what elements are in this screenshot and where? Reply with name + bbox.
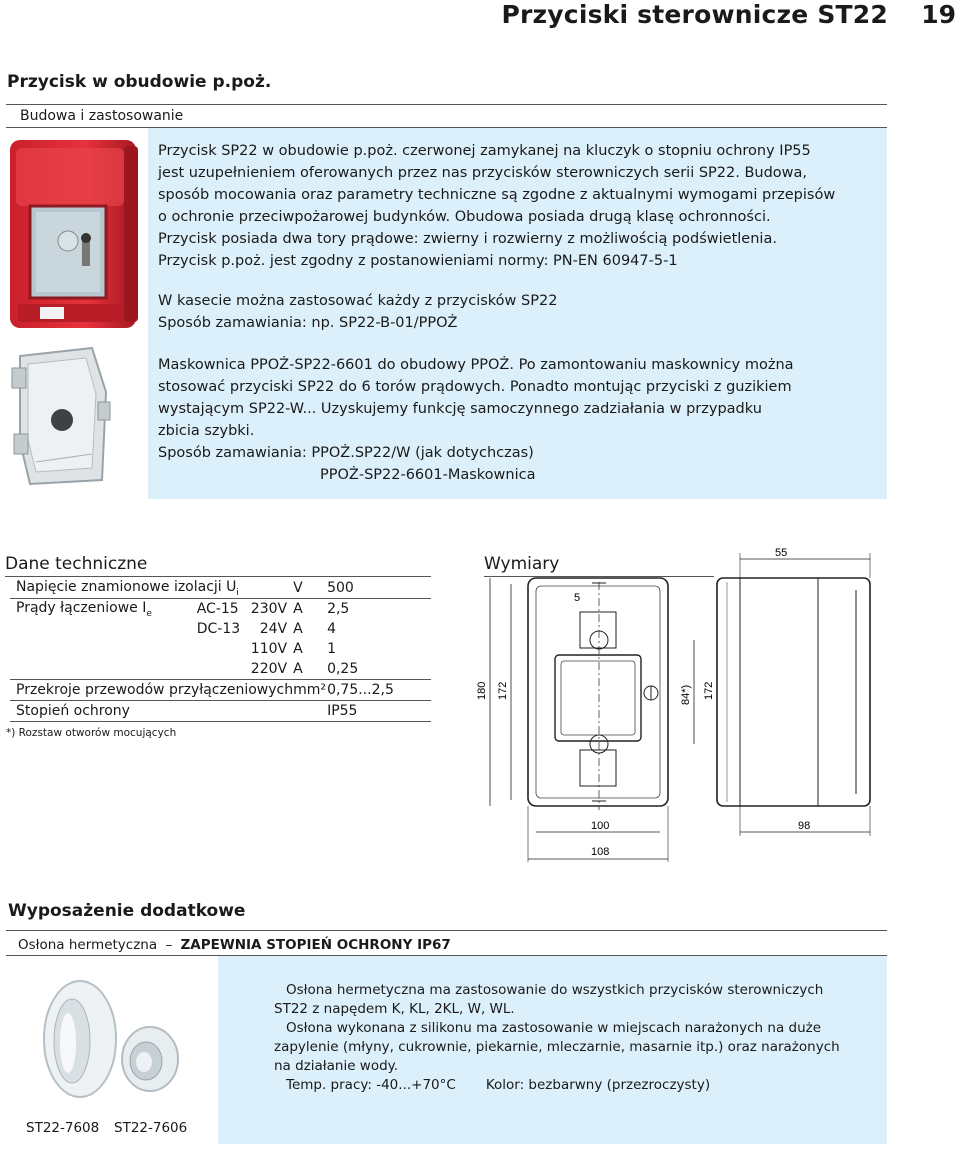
product-code: ST22-7606 — [114, 1120, 188, 1136]
text-line: W kasecie można zastosować każdy z przycisków SP22 — [158, 293, 558, 309]
text-line: Maskownica PPOŻ-SP22-6601 do obudowy PPOŻ. Po zamontowaniu maskownicy można — [158, 357, 794, 373]
section-title: Przycisk w obudowie p.poż. — [7, 72, 272, 92]
dim-label: 98 — [798, 820, 811, 832]
dim-label: 172 — [497, 681, 509, 700]
dim-label: 84*) — [680, 684, 692, 705]
text-line: jest uzupełnieniem oferowanych przez nas przycisków sterowniczych serii SP22. Budowa, — [158, 165, 808, 181]
row-voltage: 110V — [250, 641, 288, 657]
hermetic-cover-image — [20, 975, 210, 1105]
row-value: IP55 — [327, 701, 431, 722]
mask-plate-image — [6, 342, 146, 492]
text-line: zbicia szybki. — [158, 423, 255, 439]
tech-data-table — [10, 578, 431, 722]
text-line: Sposób zamawiania: PPOŻ.SP22/W (jak dotychczas) — [158, 445, 534, 461]
mask-paragraph — [158, 354, 794, 486]
text-line: stosować przyciski SP22 do 6 torów prądowych. Ponadto montując przyciski z guzikiem — [158, 379, 792, 395]
row-unit: A — [293, 601, 303, 617]
table-row — [10, 680, 431, 701]
text-line: na działanie wody. — [274, 1058, 399, 1074]
text-line: Osłona wykonana z silikonu ma zastosowanie w miejscach narażonych na duże — [286, 1020, 822, 1036]
row-voltage: 24V — [259, 621, 288, 637]
row-voltage: 230V — [250, 601, 288, 617]
dim-label: 5 — [574, 592, 581, 604]
row-category: AC-15 — [196, 601, 239, 617]
divider — [6, 930, 887, 931]
description-paragraph — [158, 140, 835, 272]
text-line: Sposób zamawiania: np. SP22-B-01/PPOŻ — [158, 315, 458, 331]
table-row — [10, 599, 431, 620]
dim-label: 55 — [775, 547, 788, 559]
dim-label: 172 — [703, 681, 715, 700]
section-subtitle: Budowa i zastosowanie — [20, 108, 184, 124]
text-line: o ochronie przeciwpożarowej budynków. Obudowa posiada drugą klasę ochronności. — [158, 209, 771, 225]
row-value: 0,75...2,5 — [327, 680, 431, 701]
tech-data-title: Dane techniczne — [5, 554, 148, 574]
dim-label: 108 — [591, 846, 610, 858]
row-unit: V — [293, 578, 327, 599]
text-line: Przycisk p.poż. jest zgodny z postanowieniami normy: PN-EN 60947-5-1 — [158, 253, 678, 269]
table-row — [10, 619, 431, 639]
row-value: 500 — [327, 578, 431, 599]
row-value: 2,5 — [327, 601, 350, 617]
table-row — [10, 639, 431, 659]
usage-paragraph — [158, 290, 557, 334]
text-line: zapylenie (młyny, cukrownie, piekarnie, mleczarnie, masarnie itp.) oraz narażonych — [274, 1039, 840, 1055]
fire-button-box-image — [6, 128, 146, 338]
text-line: ST22 z napędem K, KL, 2KL, W, WL. — [274, 1001, 515, 1017]
row-value: 0,25 — [327, 659, 431, 680]
divider — [6, 104, 887, 105]
dimensions-title: Wymiary — [484, 554, 560, 574]
text-line: PPOŻ-SP22-6601-Maskownica — [320, 467, 536, 483]
divider — [5, 576, 431, 577]
row-unit — [293, 701, 327, 722]
accessory-subtitle: Osłona hermetyczna – ZAPEWNIA STOPIEŃ OCHRONY IP67 — [18, 937, 451, 953]
text-line: sposób mocowania oraz parametry techniczne są zgodne z aktualnymi wymogami przepisów — [158, 187, 836, 203]
dimension-drawing — [460, 540, 960, 870]
text-line: wystającym SP22-W... Uzyskujemy funkcję samoczynnego zadziałania w przypadku — [158, 401, 762, 417]
table-row — [10, 659, 431, 680]
row-label: Napięcie znamionowe izolacji $U_i$ — [10, 578, 293, 599]
row-unit: mm² — [293, 680, 327, 701]
row-unit: A — [293, 621, 303, 637]
page-header-title: Przyciski sterownicze ST22 — [501, 0, 888, 29]
row-label: Prądy łączeniowe $I_e$ — [16, 599, 152, 619]
text-line: Temp. pracy: -40...+70°C Kolor: bezbarwny (przezroczysty) — [286, 1077, 711, 1093]
table-row — [10, 701, 431, 722]
footnote: *) Rozstaw otworów mocujących — [6, 727, 177, 739]
row-unit: A — [293, 659, 327, 680]
product-code: ST22-7608 — [26, 1120, 100, 1136]
row-value: 1 — [327, 641, 336, 657]
text-line: Przycisk SP22 w obudowie p.poż. czerwonej zamykanej na kluczyk o stopniu ochrony IP55 — [158, 143, 811, 159]
row-label: Stopień ochrony — [10, 701, 293, 722]
row-label: Przekroje przewodów przyłączeniowych — [10, 680, 293, 701]
accessories-title: Wyposażenie dodatkowe — [8, 901, 246, 921]
row-category: DC-13 — [196, 621, 241, 637]
row-value: 4 — [327, 621, 336, 637]
page-number: 19 — [921, 0, 956, 29]
row-unit: A — [293, 641, 303, 657]
table-row — [10, 578, 431, 599]
dim-label: 180 — [476, 681, 488, 700]
accessory-description — [274, 981, 840, 1095]
text-line: Osłona hermetyczna ma zastosowanie do wszystkich przycisków sterowniczych — [286, 982, 824, 998]
row-voltage: 220V — [249, 659, 293, 680]
dim-label: 100 — [591, 820, 610, 832]
text-line: Przycisk posiada dwa tory prądowe: zwierny i rozwierny z możliwością podświetlenia. — [158, 231, 777, 247]
